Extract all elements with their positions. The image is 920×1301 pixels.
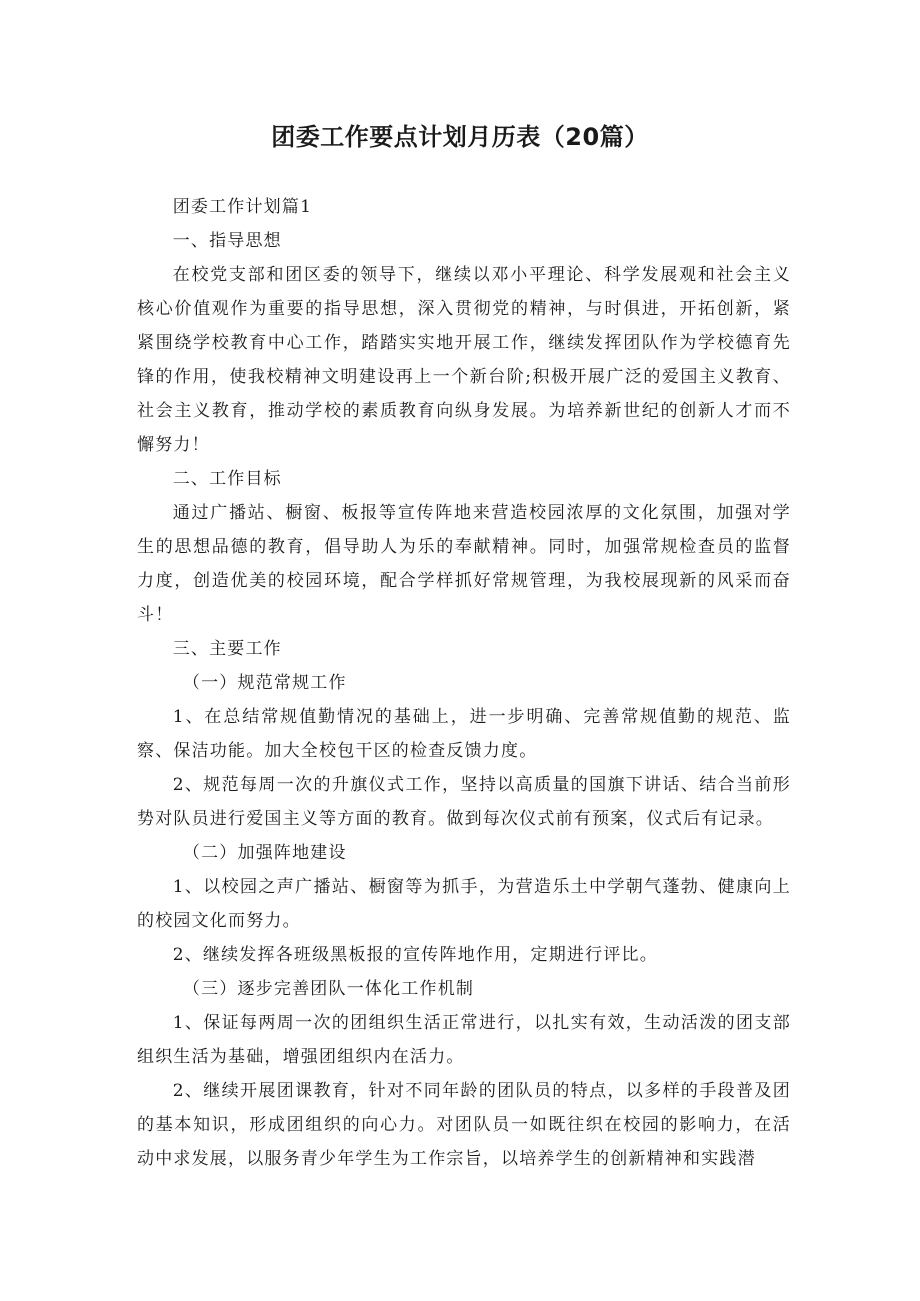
section-heading: 团委工作计划篇1 <box>172 197 313 217</box>
paragraph: 通过广播站、橱窗、板报等宣传阵地来营造校园浓厚的文化氛围，加强对学生的思想品德的教育，倡导助人为乐的奉献精神。同时，加强常规检查员的监督力度，创造优美的校园环境，配合学样抓好常规管理，为我校展现新的风采而奋斗！ <box>137 503 791 625</box>
document-body <box>137 190 791 1176</box>
document-title: 团委工作要点计划月历表（20篇） <box>271 123 649 151</box>
paragraph: 1、以校园之声广播站、橱窗等为抓手，为营造乐土中学朝气蓬勃、健康向上的校园文化而努力。 <box>137 877 791 931</box>
paragraph: 2、继续发挥各班级黑板报的宣传阵地作用，定期进行评比。 <box>172 945 658 965</box>
paragraph: 1、在总结常规值勤情况的基础上，进一步明确、完善常规值勤的规范、监察、保洁功能。加大全校包干区的检查反馈力度。 <box>137 707 791 761</box>
section-heading: 一、指导思想 <box>172 231 282 251</box>
paragraph: 2、规范每周一次的升旗仪式工作，坚持以高质量的国旗下讲话、结合当前形势对队员进行爱国主义等方面的教育。做到每次仪式前有预案，仪式后有记录。 <box>137 775 791 829</box>
paragraph: 在校党支部和团区委的领导下，继续以邓小平理论、科学发展观和社会主义核心价值观作为重要的指导思想，深入贯彻党的精神，与时俱进，开拓创新，紧紧围绕学校教育中心工作，踏踏实实地开展工作，继续发挥团队作为学校德育先锋的作用，使我校精神文明建设再上一个新台阶;积极开展广泛的爱国主义教育、社会主义教育，推动学校的素质教育向纵身发展。为培养新世纪的创新人才而不懈努力！ <box>137 265 791 455</box>
section-heading: 三、主要工作 <box>172 639 282 659</box>
subsection-heading: （三）逐步完善团队一体化工作机制 <box>182 979 475 999</box>
subsection-heading: （一）规范常规工作 <box>182 673 347 693</box>
section-heading: 二、工作目标 <box>172 469 282 489</box>
subsection-heading: （二）加强阵地建设 <box>182 843 347 863</box>
paragraph: 2、继续开展团课教育，针对不同年龄的团队员的特点，以多样的手段普及团的基本知识，形成团组织的向心力。对团队员一如既往织在校园的影响力，在活动中求发展，以服务青少年学生为工作宗旨，以培养学生的创新精神和实践潜 <box>137 1081 791 1169</box>
paragraph: 1、保证每两周一次的团组织生活正常进行，以扎实有效，生动活泼的团支部组织生活为基础，增强团组织内在活力。 <box>137 1013 791 1067</box>
